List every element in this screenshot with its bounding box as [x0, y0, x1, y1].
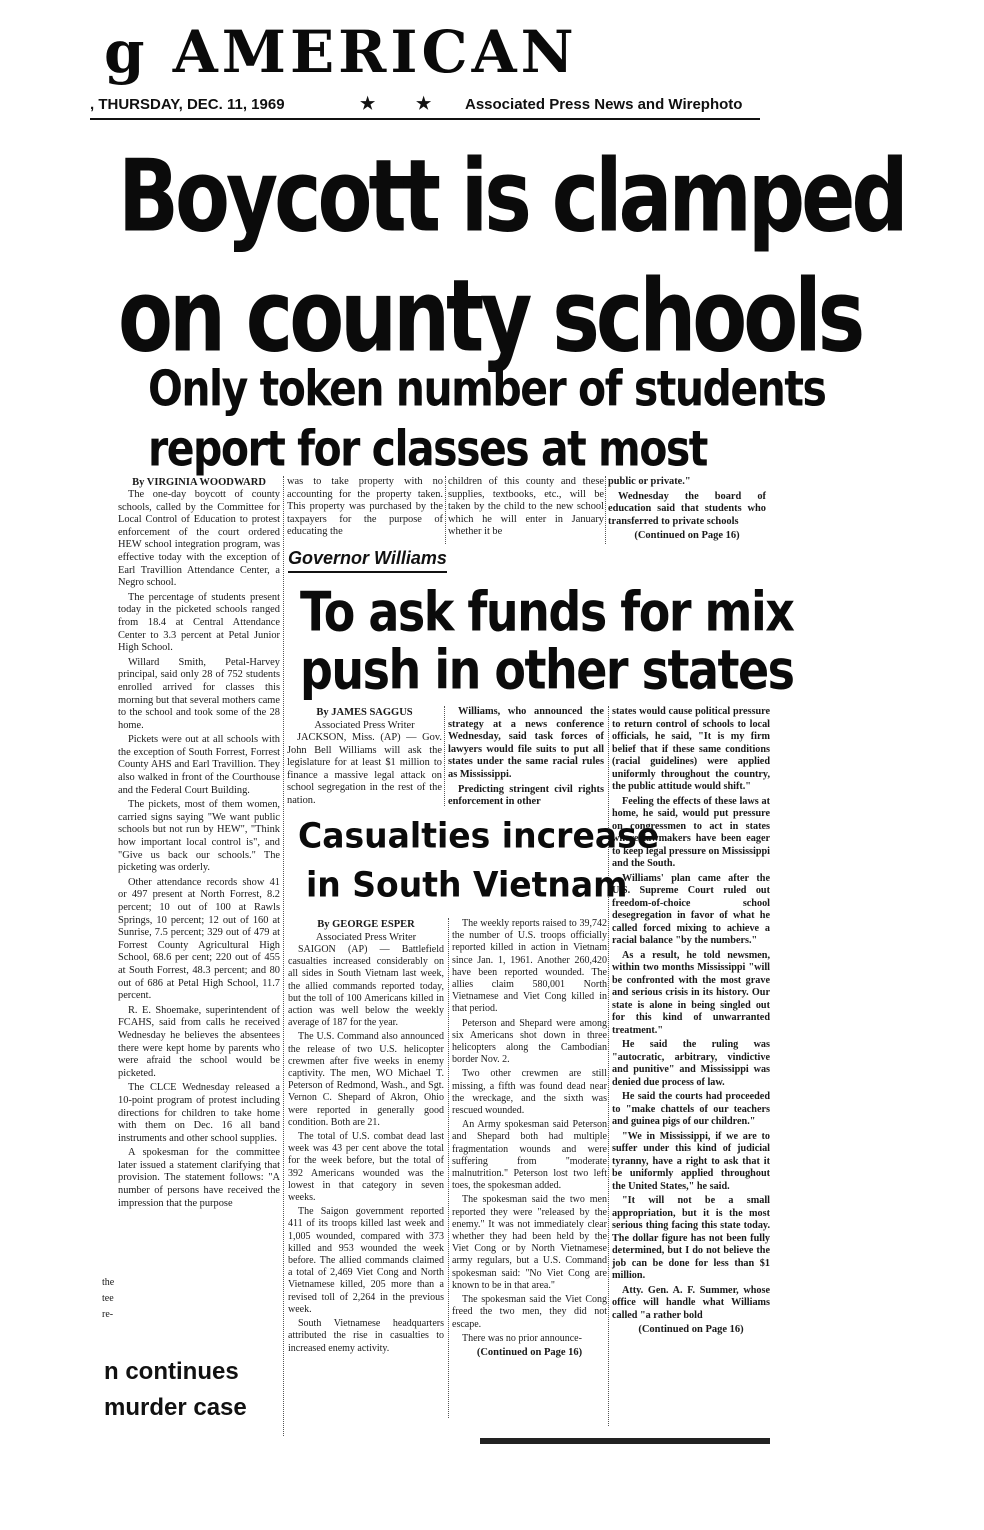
margin-fragments: [102, 1275, 118, 1323]
governor-column-2: [448, 706, 604, 811]
governor-kicker: Governor Williams: [288, 548, 447, 573]
main-paragraph: was to take property with no accounting for the property taken. This property was purchased by the taxpayers for the purpose of educating the: [287, 476, 443, 538]
governor-headline-line1: To ask funds for mix: [300, 580, 794, 644]
vietnam-paragraph: The Saigon government reported 411 of its troops killed last week and 1,005 wounded, compared with 373 killed and 953 wounded the week before. The allied commands claimed a total of 2,469 Viet Cong and North Vietnamese killed, 205 more than a revised toll of 2,264 in the previous week.: [288, 1206, 444, 1315]
main-paragraph: The one-day boycott of county schools, called by the Committee for Local Control of Education to protest enforcement of the court ordered HEW school integration program, was effective today with the exception of Earl Travillion Attendance Center, a Negro school.: [118, 489, 280, 589]
main-story-column-2: [287, 476, 443, 541]
main-paragraph: Other attendance records show 41 or 497 present at North Forrest, 8.2 percent; 10 out of 100 at Rawls Springs, 10 percent; 12 out of 160 at Sunrise, 7.5 percent; 329 out of 479 at Forrest County Agricultural High School, 68.6 per cent; 220 out of 455 at South Forrest, 48.3 percent; and 80 out of 686 at Petal High School, 11.7 percent.: [118, 876, 280, 1002]
main-paragraph: The pickets, most of them women, carried signs saying "We want public schools but not run by HEW", "Think how important local control is", and "Give us back our schools." The picketing was orderly.: [118, 799, 280, 874]
masthead-title: g AMERICAN: [104, 18, 578, 86]
vietnam-paragraph: The U.S. Command also announced the release of two U.S. helicopter crewmen after five weeks in enemy captivity. The men, WO Michael T. Peterson of Redmond, Wash., and Sgt. Vernon C. Shepard of Akron, Ohio were reported in generally good condition. Both are 21.: [288, 1031, 444, 1128]
governor-paragraph: As a result, he told newsmen, within two months Mississippi "will be confronted with the most grave and serious crisis in its history. Our state is alone in being singled out for this kind of unwarranted treatment.": [612, 949, 770, 1036]
vietnam-paragraph: There was no prior announce-: [462, 1332, 582, 1344]
vietnam-paragraph: The spokesman said the Viet Cong freed the two men, they did not escape.: [452, 1294, 607, 1330]
margin-fragment: re-: [102, 1309, 114, 1320]
vietnam-paragraph: Peterson and Shepard were among six Americans shot down in three helicopters along the Cambodian border Nov. 2.: [452, 1017, 607, 1066]
governor-paragraph: states would cause political pressure to return control of schools to local officials, he said, "It is my firm belief that if these same conditions (racial guidelines) were applied uniformly throughout the country, the public attitude would shift.": [612, 706, 770, 792]
governor-paragraph: JACKSON, Miss. (AP) — Gov. John Bell Williams will ask the legislature for at least $1 million to finance a massive legal attack on school segregation in the rest of the nation.: [287, 732, 442, 806]
column-rule: [448, 918, 449, 1418]
main-paragraph: Wednesday the board of education said that students who transferred to private schools: [608, 490, 766, 527]
vietnam-byline-role: Associated Press Writer: [315, 932, 417, 943]
governor-paragraph: "We in Mississippi, if we are to suffer under this kind of judicial tyranny, have a right to ask that it be uniformly applied throughout the United States," he said.: [612, 1130, 770, 1192]
vietnam-paragraph: An Army spokesman said Peterson and Shepard both had multiple fragmentation wounds and were suffering from "moderate malnutrition." Peterson lost two left toes, the spokesman added.: [452, 1119, 607, 1192]
governor-paragraph: Feeling the effects of these laws at home, he said, would put pressure on congressmen to act in states where lawmakers have been eager to keep legal pressure on Mississippi and the South.: [612, 795, 770, 869]
vietnam-column-2: [452, 918, 607, 1359]
main-paragraph: R. E. Shoemake, superintendent of FCAHS, said from calls he received Wednesday he believes the absentees there were kept home by parents who were afraid the school would be picketed.: [118, 1004, 280, 1079]
margin-fragment: tee: [102, 1293, 114, 1304]
main-paragraph: The CLCE Wednesday released a 10-point program of protest including directions for children to take home with them on Dec. 16 all band instruments and other school supplies.: [118, 1082, 280, 1144]
main-subhead-line2: report for classes at most: [148, 420, 707, 478]
main-continued: (Continued on Page 16): [634, 530, 740, 542]
main-paragraph: public or private.": [608, 476, 691, 487]
stars-ornament: ★ ★: [360, 94, 450, 113]
governor-column-1: [287, 706, 442, 810]
governor-column-3: [612, 706, 770, 1337]
main-paragraph: Willard Smith, Petal-Harvey principal, said only 28 of 752 students enrolled arrived for classes this morning but that several mothers came to the school and took some of the 28 home.: [118, 656, 280, 731]
vietnam-paragraph: The weekly reports raised to 39,742 the number of U.S. troops officially reported killed in action in Vietnam since Jan. 1, 1961. Another 260,420 have been reported wounded. The allies claim 580,001 North Vietnamese and Viet Cong killed in that period.: [452, 918, 607, 1015]
bottom-headline-line1: n continues: [104, 1358, 239, 1385]
bottom-rule-bar: [480, 1438, 770, 1444]
vietnam-headline-line1: Casualties increase: [298, 815, 660, 856]
column-rule: [605, 476, 606, 544]
main-paragraph: children of this county and these supplies, textbooks, etc., will be taken by the child to the new school which he will enter in January whether it be: [448, 476, 604, 538]
vietnam-column-1: [288, 918, 444, 1357]
dateline: [90, 96, 760, 120]
main-paragraph: A spokesman for the committee later issued a statement clarifying that provision. The statement follows: "A number of persons have received the impression that the purpose: [118, 1147, 280, 1209]
column-rule: [445, 476, 446, 544]
governor-byline-role: Associated Press Writer: [314, 720, 415, 731]
main-paragraph: Pickets were out at all schools with the exception of South Forrest, Forrest County AHS and Earl Travillion. They also walked in front of the Courthouse and the Federal Court Building.: [118, 734, 280, 796]
main-story-column-3: [448, 476, 604, 541]
vietnam-paragraph: The spokesman said the two men reported they were "released by the enemy." It was not immediately clear whether they had been held by the Viet Cong or by North Vietnamese army regulars, but a U.S. Command spokesman said: "No Viet Cong are known to be in that area.": [452, 1194, 607, 1291]
main-byline: By VIRGINIA WOODWARD: [132, 477, 266, 488]
governor-paragraph: Atty. Gen. A. F. Summer, whose office will handle what Williams called "a rather bold: [612, 1284, 770, 1321]
vietnam-continued: (Continued on Page 16): [476, 1346, 583, 1358]
main-headline-line1: Boycott is clamped: [118, 138, 905, 255]
governor-paragraph: Williams' plan came after the U.S. Supreme Court ruled out freedom-of-choice school desegregation in favor of what he called forced mixing to achieve a racial balance "by the numbers.": [612, 872, 770, 946]
governor-continued: (Continued on Page 16): [638, 1324, 744, 1335]
vietnam-paragraph: South Vietnamese headquarters attributed the rise in casualties to increased enemy activity.: [288, 1318, 444, 1354]
column-rule: [608, 706, 609, 1426]
column-rule: [444, 706, 445, 806]
main-headline-line2: on county schools: [118, 258, 862, 375]
main-story-column-1: [118, 476, 280, 1212]
governor-headline-line2: push in other states: [300, 638, 794, 702]
governor-paragraph: Predicting stringent civil rights enforcement in other: [448, 783, 604, 808]
governor-paragraph: "It will not be a small appropriation, but it is the most serious thing facing this state today. The dollar figure has not been fully determined, but I do not believe the job can be done for less than $1 million.: [612, 1195, 770, 1281]
issue-date: , THURSDAY, DEC. 11, 1969: [90, 96, 285, 113]
vietnam-paragraph: SAIGON (AP) — Battlefield casualties increased considerably on all sides in South Vietnam last week, the allied commands reported today, but the toll of 100 Americans killed in action was well below the weekly average of 187 for the year.: [288, 944, 444, 1029]
wire-credit: Associated Press News and Wirephoto: [465, 96, 743, 113]
main-subhead-line1: Only token number of students: [148, 360, 826, 418]
bottom-headline-line2: murder case: [104, 1394, 247, 1421]
margin-fragment: the: [102, 1277, 115, 1288]
column-rule: [283, 476, 284, 1436]
governor-paragraph: He said the ruling was "autocratic, arbitrary, vindictive and punitive" and Mississippi was denied due process of law.: [612, 1039, 770, 1088]
governor-byline: By JAMES SAGGUS: [316, 707, 413, 718]
main-paragraph: The percentage of students present today in the picketed schools ranged from 18.4 at Central Attendance Center to 3.3 percent at Petal Junior High School.: [118, 591, 280, 654]
vietnam-byline: By GEORGE ESPER: [317, 919, 415, 930]
vietnam-paragraph: Two other crewmen are still missing, a fifth was found dead near the wreckage, and the sixth was rescued wounded.: [452, 1068, 607, 1117]
vietnam-paragraph: The total of U.S. combat dead last week was 43 per cent above the total for the week before, but the total of 392 Americans wounded was the lowest in that category in seven weeks.: [288, 1131, 444, 1204]
governor-paragraph: Williams, who announced the strategy at a news conference Wednesday, said task forces of lawyers would file suits to put all states under the same racial rules as Mississippi.: [448, 706, 604, 780]
governor-paragraph: He said the courts had proceeded to "make chattels of our teachers and guinea pigs of our children.": [612, 1091, 770, 1127]
main-story-column-4: [608, 476, 766, 543]
vietnam-headline-line2: in South Vietnam: [306, 864, 628, 905]
